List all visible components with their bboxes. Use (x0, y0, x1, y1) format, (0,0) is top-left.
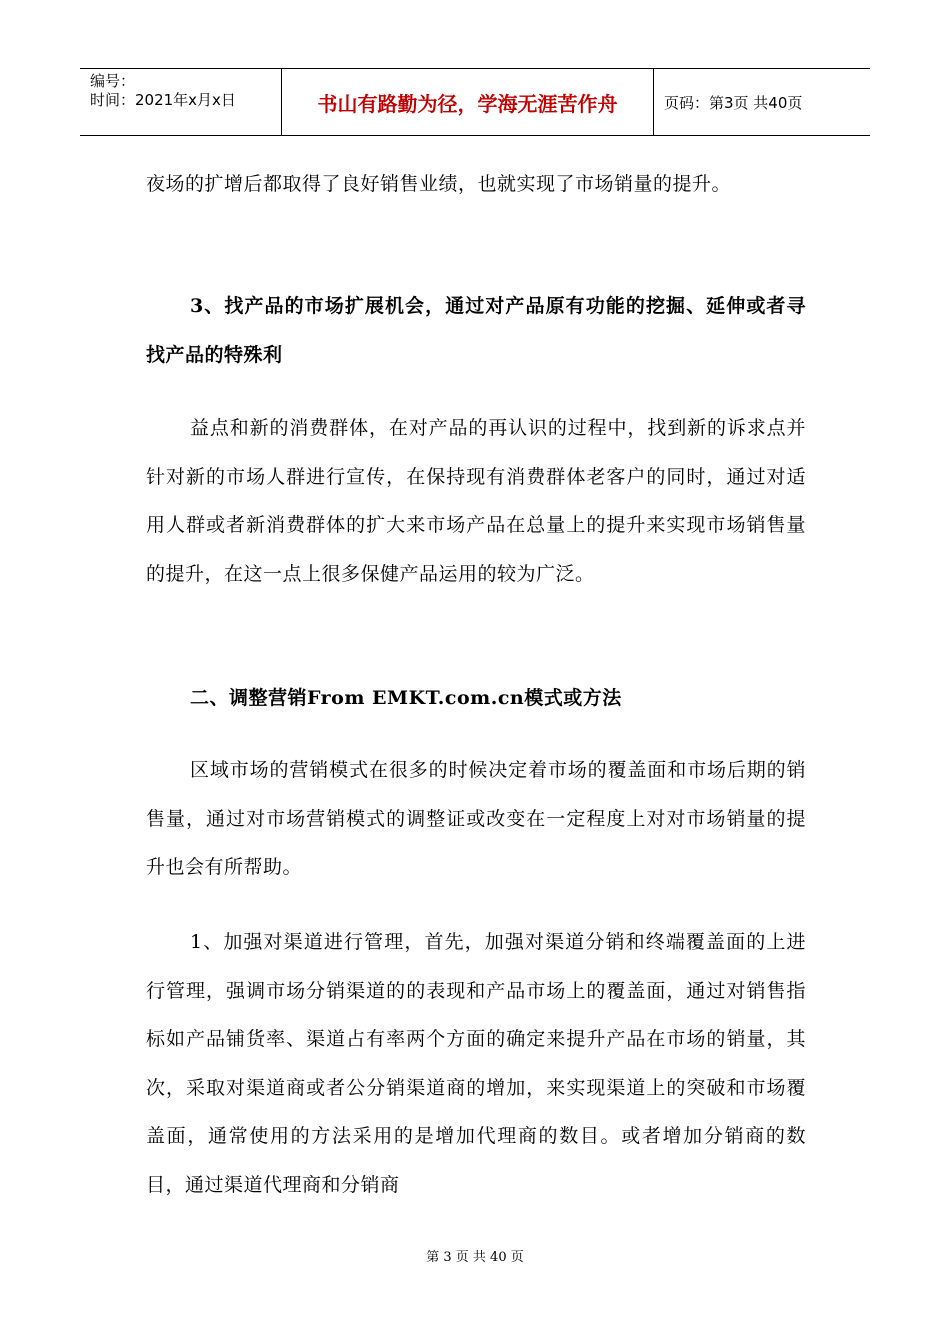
document-number: 编号： (90, 72, 136, 90)
header-meta (80, 69, 282, 135)
paragraph-1: 夜场的扩增后都取得了良好销售业绩，也就实现了市场销量的提升。 (146, 173, 732, 195)
section-heading-2: 二、调整营销From EMKT.com.cn模式或方法 (190, 687, 622, 709)
page-header (80, 68, 870, 136)
section-heading-3: 3、找产品的市场扩展机会，通过对产品原有功能的挖掘、延伸或者寻找产品的特殊利 (146, 295, 806, 366)
page-footer: 第 3 页 共 40 页 (426, 1250, 524, 1265)
header-page-number: 页码：第3页 共40页 (664, 93, 803, 112)
paragraph-4: 1、加强对渠道进行管理，首先，加强对渠道分销和终端覆盖面的上进行管理，强调市场分销渠道的的表现和产品市场上的覆盖面，通过对销售指标如产品铺货率、渠道占有率两个方面的确定来提升产品在市场的销量，其次，采取对渠道商或者公分销渠道商的增加，来实现渠道上的突破和市场覆盖面，通常使用的方法采用的是增加代理商的数目。或者增加分销商的数目，通过渠道代理商和分销商 (146, 931, 806, 1196)
document-date: 时间：2021年x月x日 (90, 91, 236, 109)
paragraph-3: 区域市场的营销模式在很多的时候决定着市场的覆盖面和市场后期的销售量，通过对市场营销模式的调整证或改变在一定程度上对对市场销量的提升也会有所帮助。 (146, 759, 806, 878)
header-motto: 书山有路勤为径，学海无涯苦作舟 (282, 69, 654, 135)
paragraph-2: 益点和新的消费群体，在对产品的再认识的过程中，找到新的诉求点并针对新的市场人群进行宣传，在保持现有消费群体老客户的同时，通过对适用人群或者新消费群体的扩大来市场产品在总量上的提升来实现市场销售量的提升，在这一点上很多保健产品运用的较为广泛。 (146, 417, 806, 585)
